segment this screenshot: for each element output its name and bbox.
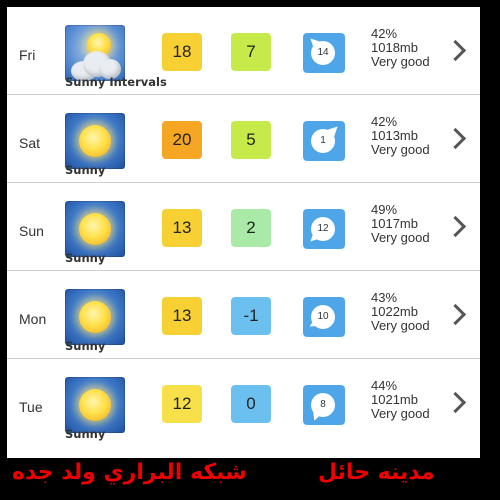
day-label: Sun <box>19 223 44 239</box>
chevron-right-icon[interactable] <box>445 40 466 61</box>
forecast-row-mon[interactable] <box>7 271 480 359</box>
pressure: 1013mb <box>371 128 418 143</box>
sun-icon <box>65 113 125 169</box>
low-temp: 0 <box>231 385 271 423</box>
forecast-row-fri[interactable] <box>7 7 480 95</box>
high-temp: 20 <box>162 121 202 159</box>
sunny-intervals-icon <box>65 25 125 81</box>
pressure: 1017mb <box>371 216 418 231</box>
forecast-row-tue[interactable] <box>7 359 480 458</box>
chevron-right-icon[interactable] <box>445 304 466 325</box>
humidity: 42% <box>371 26 398 41</box>
stats-block <box>371 115 430 157</box>
visibility: Very good <box>371 54 430 69</box>
sun-icon <box>65 289 125 345</box>
chevron-right-icon[interactable] <box>445 216 466 237</box>
humidity: 44% <box>371 378 398 393</box>
pressure: 1018mb <box>371 40 418 55</box>
humidity: 42% <box>371 114 398 129</box>
condition-label: Sunny <box>65 339 106 353</box>
low-temp: 2 <box>231 209 271 247</box>
day-label: Sat <box>19 135 41 151</box>
high-temp: 18 <box>162 33 202 71</box>
wind-direction-icon <box>303 209 345 249</box>
footer-network-text: شبكه البراري ولد جده <box>12 460 247 485</box>
humidity: 43% <box>371 290 398 305</box>
wind-speed: 10 <box>311 305 335 329</box>
day-label: Fri <box>19 47 36 63</box>
visibility: Very good <box>371 318 430 333</box>
condition-label: Sunny <box>65 251 106 265</box>
stats-block <box>371 203 430 245</box>
wind-direction-icon <box>303 121 345 161</box>
pressure: 1021mb <box>371 392 418 407</box>
wind-direction-icon <box>303 33 345 73</box>
wind-speed: 14 <box>311 41 335 65</box>
visibility: Very good <box>371 142 430 157</box>
chevron-right-icon[interactable] <box>445 128 466 149</box>
wind-speed: 12 <box>311 217 335 241</box>
low-temp: 7 <box>231 33 271 71</box>
stats-block <box>371 27 430 69</box>
low-temp: 5 <box>231 121 271 159</box>
wind-direction-icon <box>303 297 345 337</box>
humidity: 49% <box>371 202 398 217</box>
sun-icon <box>65 377 125 433</box>
day-label: Mon <box>19 311 47 327</box>
high-temp: 13 <box>162 209 202 247</box>
forecast-row-sun[interactable] <box>7 183 480 271</box>
condition-label: Sunny <box>65 427 106 441</box>
forecast-panel <box>7 7 480 458</box>
visibility: Very good <box>371 406 430 421</box>
wind-speed: 8 <box>311 393 335 417</box>
stats-block <box>371 291 430 333</box>
high-temp: 13 <box>162 297 202 335</box>
forecast-row-sat[interactable] <box>7 95 480 183</box>
chevron-right-icon[interactable] <box>445 392 466 413</box>
wind-direction-icon <box>303 385 345 425</box>
condition-label: Sunny Intervals <box>65 75 167 89</box>
footer-city-text: مدينه حائل <box>318 460 435 485</box>
pressure: 1022mb <box>371 304 418 319</box>
condition-label: Sunny <box>65 163 106 177</box>
stats-block <box>371 379 430 421</box>
sun-icon <box>65 201 125 257</box>
high-temp: 12 <box>162 385 202 423</box>
low-temp: -1 <box>231 297 271 335</box>
day-label: Tue <box>19 399 43 415</box>
visibility: Very good <box>371 230 430 245</box>
wind-speed: 1 <box>311 129 335 153</box>
